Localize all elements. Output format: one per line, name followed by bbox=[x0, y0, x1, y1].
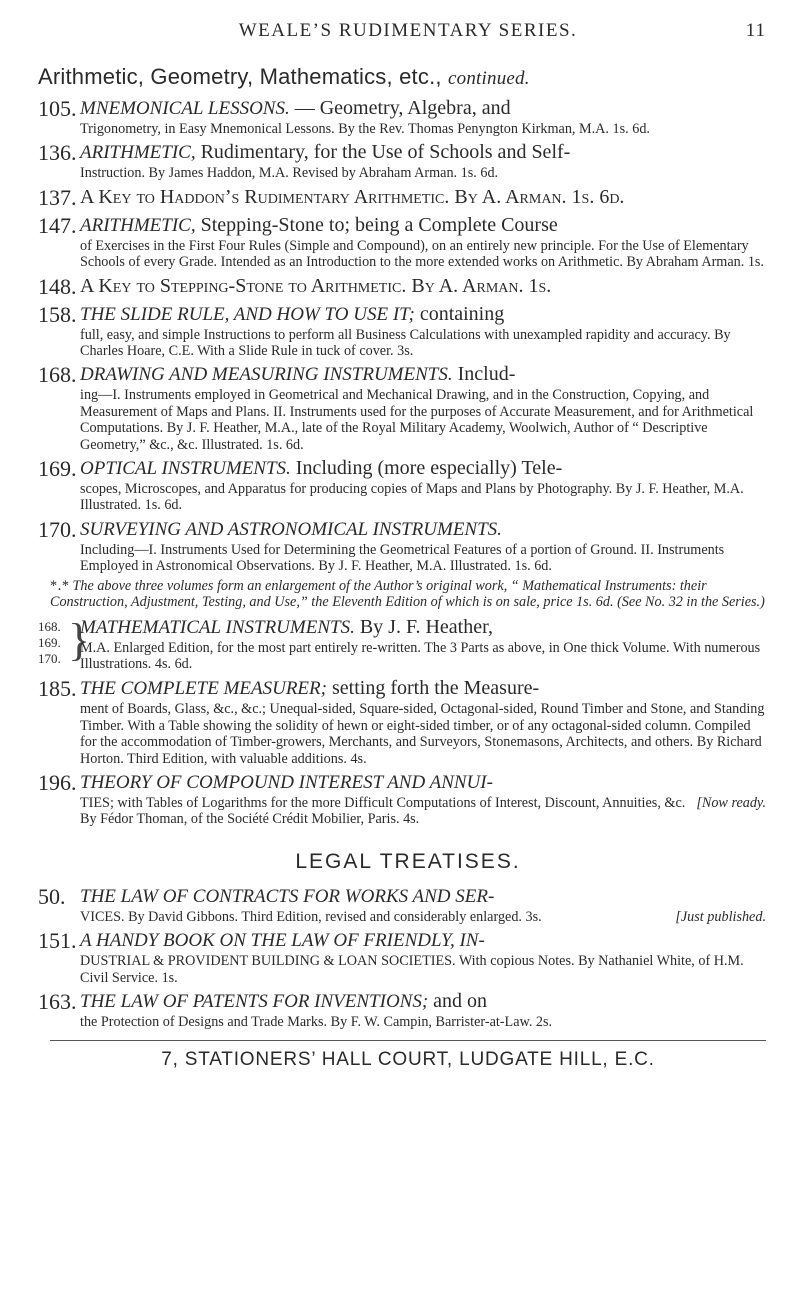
entry-text bbox=[80, 909, 766, 925]
combined-entry-numbers bbox=[38, 615, 68, 673]
entry-title: DRAWING AND MEASURING INSTRUMENTS. bbox=[80, 364, 453, 386]
entry-text bbox=[80, 953, 766, 986]
entry-title: A HANDY BOOK ON THE LAW OF FRIENDLY, IN- bbox=[80, 930, 485, 952]
entry-body bbox=[80, 302, 766, 360]
combined-number: 168. bbox=[38, 618, 61, 634]
entry-first-line bbox=[80, 362, 766, 387]
catalogue-entry bbox=[38, 362, 766, 453]
entry-list-2 bbox=[38, 676, 766, 828]
catalogue-entry bbox=[38, 516, 766, 575]
entry-description: Trigonometry, in Easy Mnemonical Lessons. By the Rev. Thomas Penyngton Kirkman, M.A. 1s. 6d. bbox=[80, 121, 650, 137]
entry-title: ARITHMETIC, bbox=[80, 214, 196, 236]
combined-entry-text: M.A. Enlarged Edition, for the most part entirely re-written. The 3 Parts as above, in One thick Volume. With numerous Illustrations. 4s. 6d. bbox=[80, 639, 761, 672]
entry-number: 196. bbox=[38, 769, 77, 795]
entry-description: DUSTRIAL & PROVIDENT BUILDING & LOAN SOCIETIES. With copious Notes. By Nathaniel White, of H.M. Civil Service. 1s. bbox=[80, 953, 744, 986]
entry-number: 169. bbox=[38, 456, 77, 482]
entry-text bbox=[80, 1014, 766, 1030]
combined-entry-lead: By J. F. Heather, bbox=[354, 615, 493, 638]
entry-number: 163. bbox=[38, 988, 77, 1014]
entry-description: the Protection of Designs and Trade Marks. By F. W. Campin, Barrister-at-Law. 2s. bbox=[80, 1013, 553, 1030]
note-asterism: *․* bbox=[50, 577, 69, 594]
entry-lead: — Geometry, Algebra, and bbox=[289, 97, 511, 119]
catalogue-entry bbox=[38, 769, 766, 828]
entry-description: TIES; with Tables of Logarithms for the more Difficult Computations of Interest, Discount, Annuities, &c. By Fédor Thoman, of the Société Crédit Mobilier, Paris. 4s. bbox=[80, 794, 686, 828]
entry-lead: Including (more especially) Tele- bbox=[290, 457, 563, 480]
entry-number: 168. bbox=[38, 362, 77, 388]
entry-first-line bbox=[80, 213, 766, 238]
entry-number: 137. bbox=[38, 184, 77, 210]
entry-number: 136. bbox=[38, 140, 77, 166]
entry-first-line bbox=[80, 96, 766, 121]
entry-body bbox=[80, 274, 766, 299]
catalogue-entry bbox=[38, 140, 766, 182]
brace-icon: } bbox=[68, 613, 91, 665]
entry-body bbox=[80, 456, 766, 514]
entry-number: 158. bbox=[38, 301, 77, 327]
catalogue-entry bbox=[38, 301, 766, 360]
entry-lead: and on bbox=[428, 989, 488, 1012]
entry-lead: setting forth the Measure- bbox=[326, 677, 540, 700]
entry-lead: Rudimentary, for the Use of Schools and Self- bbox=[195, 141, 571, 164]
entry-title: THEORY OF COMPOUND INTEREST AND ANNUI- bbox=[80, 771, 493, 793]
entry-number: 170. bbox=[38, 516, 77, 542]
entry-lead: A Key to Stepping-Stone to Arithmetic. By A. Arman. 1s. bbox=[80, 274, 552, 297]
footer-rule bbox=[50, 1040, 766, 1041]
entry-first-line bbox=[80, 185, 766, 210]
combined-number: 169. bbox=[38, 634, 61, 650]
entry-status: [Just published. bbox=[675, 908, 766, 925]
entry-number: 151. bbox=[38, 928, 77, 954]
combined-entry-first-line bbox=[80, 615, 766, 640]
entry-title: SURVEYING AND ASTRONOMICAL INSTRUMENTS. bbox=[80, 518, 502, 540]
entry-body bbox=[80, 884, 766, 925]
catalogue-entry bbox=[38, 928, 766, 986]
entry-title: THE LAW OF CONTRACTS FOR WORKS AND SER- bbox=[80, 885, 495, 907]
entry-body bbox=[80, 770, 766, 828]
entry-title: OPTICAL INSTRUMENTS. bbox=[80, 458, 291, 480]
entry-description: ment of Boards, Glass, &c., &c.; Unequal-sided, Square-sided, Octagonal-sided, Round Timber and Stone, and Standing Timber. With a Table showing the solidity of hewn or eight-sided timber, or of any octagonal-sided column. Compiled for the accommodation of Timber-growers, Merchants, and Surveyors, Stonemasons, Architects, and others. By Richard Horton. Third Edition, with valuable additions. 4s. bbox=[80, 701, 765, 767]
entry-status: [Now ready. bbox=[696, 794, 766, 811]
entry-text bbox=[80, 701, 766, 767]
entry-number: 148. bbox=[38, 273, 77, 299]
entry-title: THE COMPLETE MEASURER; bbox=[80, 678, 327, 700]
section-continued: continued. bbox=[448, 68, 530, 89]
entry-description: scopes, Microscopes, and Apparatus for producing copies of Maps and Plans by Photography. By J. F. Heather, M.A. Illustrated. 1s. 6d. bbox=[80, 481, 744, 514]
entry-first-line bbox=[80, 140, 766, 165]
entry-title: THE LAW OF PATENTS FOR INVENTIONS; bbox=[80, 990, 429, 1012]
entry-first-line bbox=[80, 884, 766, 909]
entry-title: MNEMONICAL LESSONS. bbox=[80, 98, 290, 119]
entry-first-line bbox=[80, 989, 766, 1014]
entry-first-line bbox=[80, 517, 766, 542]
entry-number: 50. bbox=[38, 883, 66, 909]
combined-number: 170. bbox=[38, 651, 61, 667]
entry-body bbox=[80, 140, 766, 181]
entry-body bbox=[80, 676, 766, 767]
combined-entry-body bbox=[80, 615, 766, 673]
entry-text bbox=[80, 238, 766, 271]
entry-description: VICES. By David Gibbons. Third Edition, revised and considerably enlarged. 3s. bbox=[80, 908, 542, 925]
entry-first-line bbox=[80, 770, 766, 795]
running-head-title: WEALE’S RUDIMENTARY SERIES. bbox=[238, 20, 578, 41]
entry-first-line bbox=[80, 928, 766, 953]
note-text: The above three volumes form an enlargement of the Author’s original work, “ Mathematical Instruments: their Construction, Adjustment, Testing, and Use,” the Eleventh Edition of which is on sale, price 1s. 6d. (See No. 32 in the Series.) bbox=[50, 577, 765, 611]
entry-number: 185. bbox=[38, 676, 77, 702]
catalogue-entry bbox=[38, 273, 766, 299]
entry-number: 105. bbox=[38, 96, 77, 121]
entry-lead: A Key to Haddon’s Rudimentary Arithmetic. By A. Arman. 1s. 6d. bbox=[80, 185, 625, 208]
entry-description: Instruction. By James Haddon, M.A. Revised by Abraham Arman. 1s. 6d. bbox=[80, 165, 499, 182]
catalogue-entry bbox=[38, 212, 766, 271]
entry-text bbox=[80, 327, 766, 360]
entry-body bbox=[80, 96, 766, 137]
entry-text bbox=[80, 795, 766, 828]
entry-number: 147. bbox=[38, 212, 77, 238]
editorial-note bbox=[50, 578, 766, 611]
catalogue-entry bbox=[38, 988, 766, 1030]
entry-lead: Stepping-Stone to; being a Complete Course bbox=[195, 213, 558, 236]
entry-description: Including—I. Instruments Used for Determining the Geometrical Features of a portion of Ground. II. Instruments Employed in Astronomical Observations. By J. F. Heather, M.A. Illustrated. 1s. 6d. bbox=[80, 541, 725, 575]
entry-description: ing—I. Instruments employed in Geometrical and Mechanical Drawing, and in the Construction, Copying, and Measurement of Maps and Plans. II. Instruments used for the purposes of Accurate Measurement, and for Arithmetical Computations. By J. F. Heather, M.A., late of the Royal Military Academy, Woolwich, Author of “ Descriptive Geometry,” &c., &c. Illustrated. 1s. 6d. bbox=[80, 387, 754, 453]
section-title: Arithmetic, Geometry, Mathematics, etc., bbox=[38, 64, 442, 89]
legal-heading: LEGAL TREATISES. bbox=[295, 849, 521, 873]
entry-body bbox=[80, 213, 766, 271]
entry-body bbox=[80, 517, 766, 575]
entry-first-line bbox=[80, 456, 766, 481]
entry-description: of Exercises in the First Four Rules (Simple and Compound), on an entirely new principle. For the Use of Elementary Schools of every Grade. Intended as an Introduction to the more extended works on Arithmetic. By Abraham Arman. 1s. bbox=[80, 237, 764, 271]
entry-lead: containing bbox=[414, 302, 505, 325]
legal-entry-list bbox=[38, 883, 766, 1031]
entry-list bbox=[38, 96, 766, 575]
page bbox=[38, 12, 766, 1071]
entry-text bbox=[80, 387, 766, 453]
section-heading bbox=[38, 64, 766, 90]
page-number: 11 bbox=[745, 20, 766, 41]
entry-lead: Includ- bbox=[452, 363, 516, 386]
entry-first-line bbox=[80, 676, 766, 701]
catalogue-entry bbox=[38, 96, 766, 137]
entry-body bbox=[80, 185, 766, 210]
entry-text bbox=[80, 542, 766, 575]
catalogue-entry bbox=[38, 456, 766, 514]
entry-first-line bbox=[80, 302, 766, 327]
entry-text bbox=[80, 121, 766, 137]
entry-first-line bbox=[80, 274, 766, 299]
footer-address: 7, STATIONERS’ HALL COURT, LUDGATE HILL, E.C. bbox=[161, 1049, 655, 1071]
entry-body bbox=[80, 928, 766, 986]
combined-entry bbox=[38, 613, 766, 673]
entry-body bbox=[80, 989, 766, 1030]
combined-entry-title: MATHEMATICAL INSTRUMENTS. bbox=[80, 616, 355, 638]
entry-title: ARITHMETIC, bbox=[80, 142, 196, 164]
entry-text bbox=[80, 481, 766, 514]
entry-title: THE SLIDE RULE, AND HOW TO USE IT; bbox=[80, 303, 415, 325]
running-head bbox=[50, 12, 766, 52]
entry-text bbox=[80, 165, 766, 181]
catalogue-entry bbox=[38, 184, 766, 210]
entry-body bbox=[80, 362, 766, 453]
catalogue-entry bbox=[38, 883, 766, 925]
entry-description: full, easy, and simple Instructions to perform all Business Calculations with unexampled rapidity and accuracy. By Charles Hoare, C.E. With a Slide Rule in tuck of cover. 3s. bbox=[80, 326, 731, 360]
catalogue-entry bbox=[38, 676, 766, 767]
